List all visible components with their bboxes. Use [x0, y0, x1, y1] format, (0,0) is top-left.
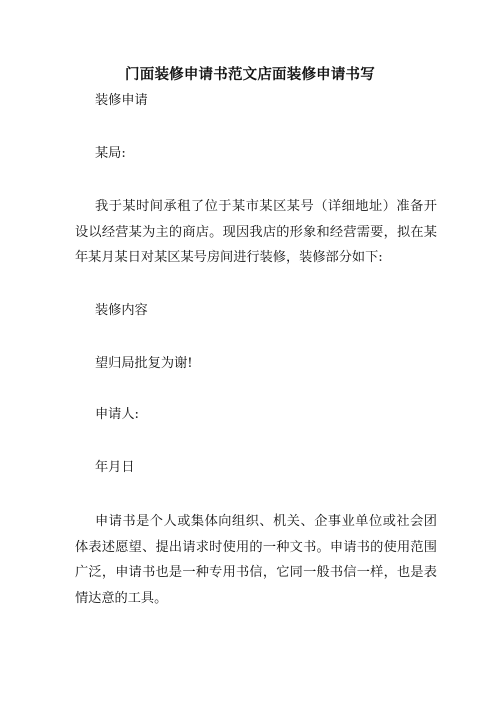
application-heading: 装修申请 [95, 93, 148, 108]
date-label: 年月日 [95, 460, 135, 475]
salutation: 某局: [95, 146, 126, 161]
explanation-paragraph: 申请书是个人或集体向组织、机关、企事业单位或社会团体表述愿望、提出请求时使用的一种文书。申请书的使用范围广泛，申请书也是一种专用书信，它同一般书信一样，也是表情达意的工具。 [75, 514, 437, 606]
body-paragraph: 我于某时间承租了位于某市某区某号（详细地址）准备开设以经营某为主的商店。现因我店的形象和经营需要，拟在某年某月某日对某区某号房间进行装修，装修部分如下: [75, 199, 437, 265]
closing-line: 望归局批复为谢! [95, 356, 193, 371]
document-title: 门面装修申请书范文店面装修申请书写 [125, 67, 375, 83]
section-label: 装修内容 [95, 303, 148, 318]
applicant-label: 申请人: [95, 407, 140, 422]
